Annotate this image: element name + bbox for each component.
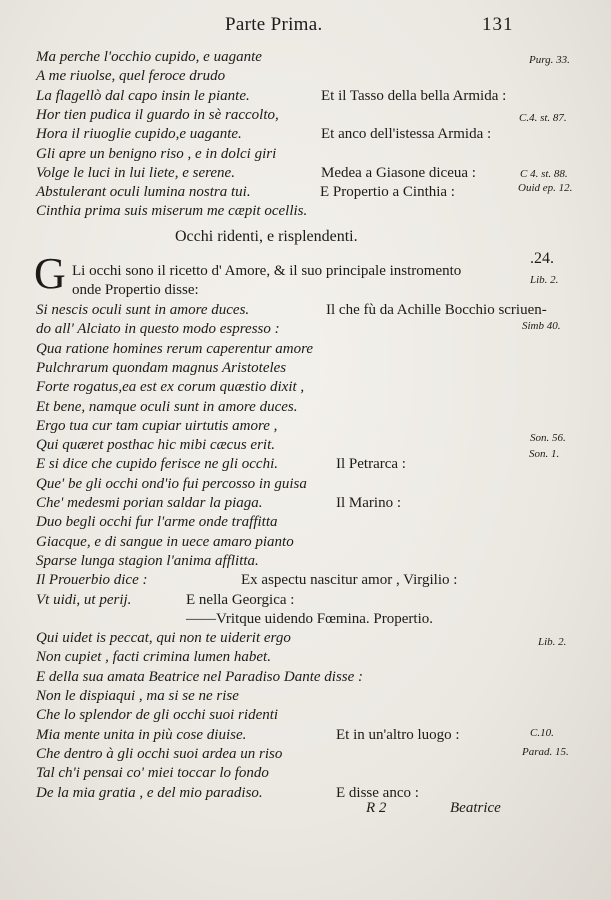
signature-mark: R 2 xyxy=(366,800,387,816)
verse-text: A me riuolse, quel feroce drudo xyxy=(36,68,226,85)
top-text-line xyxy=(36,145,276,163)
verse-text: Che' medesmi porian saldar la piaga. xyxy=(36,495,263,511)
prose-text: ——Vritque uidendo Fœmina. Propertio. xyxy=(186,610,433,627)
top-text-line xyxy=(36,48,262,66)
main-text-line xyxy=(36,475,307,493)
prose-text: Et in un'altro luogo : xyxy=(336,726,460,743)
verse-text: Non le dispiaqui , ma si se ne rise xyxy=(36,688,239,704)
verse-text: Si nescis oculi sunt in amore duces. xyxy=(36,302,250,318)
main-text-line xyxy=(36,455,406,473)
prose-text: Il che fù da Achille Bocchio scriuen- xyxy=(326,302,547,318)
main-text-line xyxy=(36,340,313,358)
margin-note: Lib. 2. xyxy=(530,274,559,286)
top-text-line xyxy=(36,106,279,124)
verse-text: Mia mente unita in più cose diuise. xyxy=(36,726,247,743)
main-text-line xyxy=(36,668,363,686)
verse-text: Hora il riuoglie cupido,e uagante. xyxy=(36,126,242,143)
verse-text: Che dentro à gli occhi suoi ardea un riso xyxy=(36,745,283,762)
verse-text: Sparse lunga stagion l'anima afflitta. xyxy=(36,552,259,569)
margin-note: Purg. 33. xyxy=(529,54,570,66)
top-text-line xyxy=(36,202,307,220)
verse-text: Et bene, namque oculi sunt in amore duces. xyxy=(36,398,298,415)
main-text-line xyxy=(36,784,419,802)
margin-note: C.10. xyxy=(530,727,554,739)
verse-text: Qui quæret posthac hic mibi cæcus erit. xyxy=(36,437,276,454)
main-text-line xyxy=(36,745,282,763)
section-heading: Occhi ridenti, e risplendenti. xyxy=(175,228,358,245)
margin-note: Ouid ep. 12. xyxy=(518,182,573,194)
prose-text: Et anco dell'istessa Armida : xyxy=(321,126,492,143)
main-text-line xyxy=(36,726,460,744)
top-text-line xyxy=(36,125,492,143)
margin-note: Son. 1. xyxy=(529,448,560,460)
prose-text: Il Petrarca : xyxy=(336,456,406,473)
main-text-line xyxy=(36,398,297,416)
verse-text: Qua ratione homines rerum caperentur amore xyxy=(36,340,314,357)
main-text-line xyxy=(36,552,259,570)
margin-note: C 4. st. 88. xyxy=(520,168,568,180)
verse-text: Duo begli occhi fur l'arme onde traffitta xyxy=(36,514,278,531)
intro-line-1: Li occhi sono il ricetto d' Amore, & il suo principale instromento xyxy=(72,263,462,279)
prose-text: Et il Tasso della bella Armida : xyxy=(321,87,507,104)
verse-text: E della sua amata Beatrice nel Paradiso Dante disse : xyxy=(36,668,364,685)
margin-note: Lib. 2. xyxy=(538,636,567,648)
verse-text: Gli apre un benigno riso , e in dolci giri xyxy=(36,145,277,162)
main-text-line xyxy=(36,764,269,782)
verse-text: Vt uidi, ut perij. xyxy=(36,591,132,608)
verse-text: E si dice che cupido ferisce ne gli occhi. xyxy=(36,456,278,473)
main-text-line xyxy=(36,648,271,666)
intro-line-2: onde Propertio disse: xyxy=(72,282,199,298)
main-text-line xyxy=(36,706,278,724)
verse-text: Tal ch'i pensai co' miei toccar lo fondo xyxy=(36,765,269,782)
verse-text: Forte rogatus,ea est ex corum quæstio dixit , xyxy=(36,379,305,396)
margin-note: Son. 56. xyxy=(530,432,566,444)
verse-text: Hor tien pudica il guardo in sè raccolto, xyxy=(36,106,279,123)
verse-text: do all' Alciato in questo modo espresso : xyxy=(36,321,280,338)
main-text-line xyxy=(36,436,275,454)
top-text-line xyxy=(36,164,476,182)
main-text-line xyxy=(36,591,295,609)
margin-note: C.4. st. 87. xyxy=(519,112,567,124)
running-head: Parte Prima. xyxy=(225,14,323,35)
main-text-line xyxy=(36,301,547,319)
verse-text: Che lo splendor de gli occhi suoi ridenti xyxy=(36,707,279,724)
verse-text: Qui uidet is peccat, qui non te uiderit ergo xyxy=(36,630,291,647)
main-text-line xyxy=(36,494,401,512)
top-text-line xyxy=(36,67,225,85)
main-text-line xyxy=(36,687,239,705)
verse-text: Giacque, e di sangue in uece amaro pianto xyxy=(36,533,294,550)
prose-text: E Propertio a Cinthia : xyxy=(320,184,455,201)
main-text-line xyxy=(36,320,280,338)
main-text-line xyxy=(36,513,278,531)
verse-text: Non cupiet , facti crimina lumen habet. xyxy=(36,649,271,666)
catchword: Beatrice xyxy=(450,800,501,816)
verse-text: Cinthia prima suis miserum me cæpit ocellis. xyxy=(36,203,308,220)
page-header xyxy=(0,14,611,42)
margin-note: Parad. 15. xyxy=(522,746,569,758)
top-text-line xyxy=(36,87,507,105)
main-text-line xyxy=(36,533,294,551)
page-number: 131 xyxy=(482,14,514,35)
verse-text: De la mia gratia , e del mio paradiso. xyxy=(36,784,263,801)
prose-text: Medea a Giasone diceua : xyxy=(321,164,476,181)
main-text-line xyxy=(36,378,304,396)
main-text-line xyxy=(36,359,286,377)
prose-text: Il Marino : xyxy=(336,495,401,511)
section-mark: .24. xyxy=(530,250,554,267)
verse-text: Ergo tua cur tam cupiar uirtutis amore , xyxy=(36,417,278,434)
main-text-line xyxy=(36,571,458,589)
verse-text: Pulchrarum quondam magnus Aristoteles xyxy=(36,359,287,376)
verse-text: La flagellò dal capo insin le piante. xyxy=(36,87,250,104)
main-text-line xyxy=(36,417,277,435)
prose-text: E disse anco : xyxy=(336,784,419,801)
verse-text: Ma perche l'occhio cupido, e uagante xyxy=(36,49,262,65)
main-text-line xyxy=(36,629,291,647)
top-text-line xyxy=(36,183,455,201)
verse-text: Volge le luci in lui liete, e serene. xyxy=(36,164,235,181)
verse-text: Que' be gli occhi ond'io fui percosso in guisa xyxy=(36,475,307,492)
verse-text: Il Prouerbio dice : xyxy=(36,572,148,589)
verse-text: Abstulerant oculi lumina nostra tui. xyxy=(36,184,251,201)
prose-text: Ex aspectu nascitur amor , Virgilio : xyxy=(241,572,458,589)
drop-cap: G xyxy=(34,249,66,298)
margin-note: Simb 40. xyxy=(522,320,561,332)
prose-text: E nella Georgica : xyxy=(186,591,295,608)
